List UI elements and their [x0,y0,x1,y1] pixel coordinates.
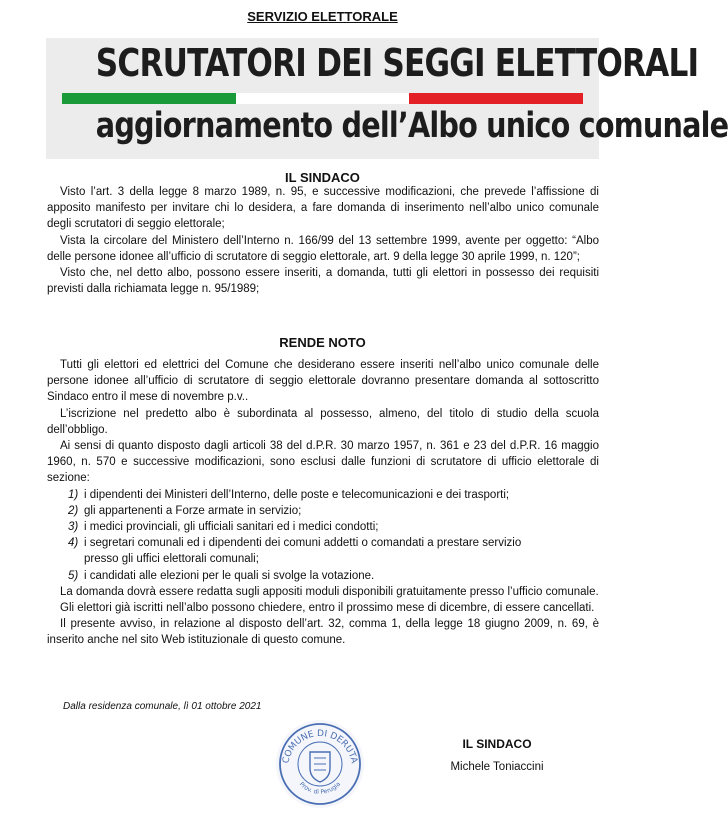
flag-white [236,93,410,104]
paragraph: Vista la circolare del Ministero dell’Interno n. 166/99 del 13 settembre 1999, avente per oggetto: “Albo delle persone idonee all’ufficio di scrutatore di seggio elettorale, art. 9 della legge 30 aprile 1999, n. 120”; [47,234,599,263]
list-text: i candidati alle elezioni per le quali si svolge la votazione. [84,569,375,582]
flag-green [62,93,236,104]
paragraph: La domanda dovrà essere redatta sugli appositi moduli disponibili gratuitamente presso l’ufficio comunale. [60,585,599,598]
paragraph: Il presente avviso, in relazione al disposto dell’art. 32, comma 1, della legge 18 giugno 2009, n. 69, è inserito anche nel sito Web istituzionale di questo comune. [47,618,599,647]
banner-title: SCRUTATORI DEI SEGGI ELETTORALI [95,41,699,85]
title-banner [46,38,728,159]
section-heading-rende-noto: RENDE NOTO [279,335,366,350]
list-text: gli appartenenti a Forze armate in servizio; [84,504,302,517]
paragraph: Tutti gli elettori ed elettrici del Comune che desiderano essere inseriti nell’albo unico comunale delle persone idonee all’ufficio di scrutatore di seggio elettorale dovranno presentare domanda al sottoscritto Sindaco entro il mese di novembre p.v.. [47,359,599,404]
paragraph: Visto che, nel detto albo, possono essere inseriti, a domanda, tutti gli elettori in possesso dei requisiti previsti dalla richiamata legge n. 95/1989; [47,267,599,296]
list-text-continued: presso gli uffici elettorali comunali; [84,553,259,566]
date-line: Dalla residenza comunale, lì 01 ottobre 2021 [63,701,262,712]
list-number: 4) [68,537,79,550]
stamp-subtext: Prov. di Perugia [297,780,343,796]
paragraph: L’iscrizione nel predetto albo è subordinata al possesso, almeno, del titolo di studio della scuola dell’obbligo. [47,407,599,436]
list-item [47,535,599,567]
service-label: SERVIZIO ELETTORALE [247,9,398,24]
notice-block [47,357,599,649]
list-item [47,503,599,519]
list-item [47,487,599,503]
premises-block [47,184,599,297]
section-heading-sindaco: IL SINDACO [285,170,360,185]
municipal-stamp [274,718,366,810]
paragraph: Gli elettori già iscritti nell’albo possono chiedere, entro il prossimo mese di dicembre, di essere cancellati. [60,602,595,615]
signature-title: IL SINDACO [462,737,532,751]
list-item [47,519,599,535]
list-number: 2) [68,504,79,517]
paragraph: Visto l’art. 3 della legge 8 marzo 1989, n. 95, e successive modificazioni, che prevede l’affissione di apposito manifesto per invitare chi lo desidera, a fare domanda di inserimento nell’albo unico comunale degli scrutatori di seggio elettorale; [47,186,599,231]
list-item [47,568,599,584]
list-number: 1) [68,488,79,501]
list-number: 3) [68,521,79,534]
paragraph: Ai sensi di quanto disposto dagli articoli 38 del d.P.R. 30 marzo 1957, n. 361 e 23 del d.P.R. 16 maggio 1960, n. 570 e successive modificazioni, sono esclusi dalle funzioni di scrutatore di ufficio elettorale di sezione: [47,440,599,485]
list-number: 5) [68,569,79,582]
banner-subtitle: aggiornamento dell’Albo unico comunale [95,106,728,146]
flag-red [409,93,583,104]
stamp-text: COMUNE DI DERUTA [281,728,359,765]
italian-flag-stripe [62,93,583,104]
list-text: i dipendenti dei Ministeri dell’Interno, delle poste e telecomunicazioni e dei trasporti; [84,488,510,501]
list-text: i segretari comunali ed i dipendenti dei comuni addetti o comandati a prestare servizio [84,537,522,550]
list-text: i medici provinciali, gli ufficiali sanitari ed i medici condotti; [84,521,379,534]
signature-name: Michele Toniaccini [450,761,544,773]
